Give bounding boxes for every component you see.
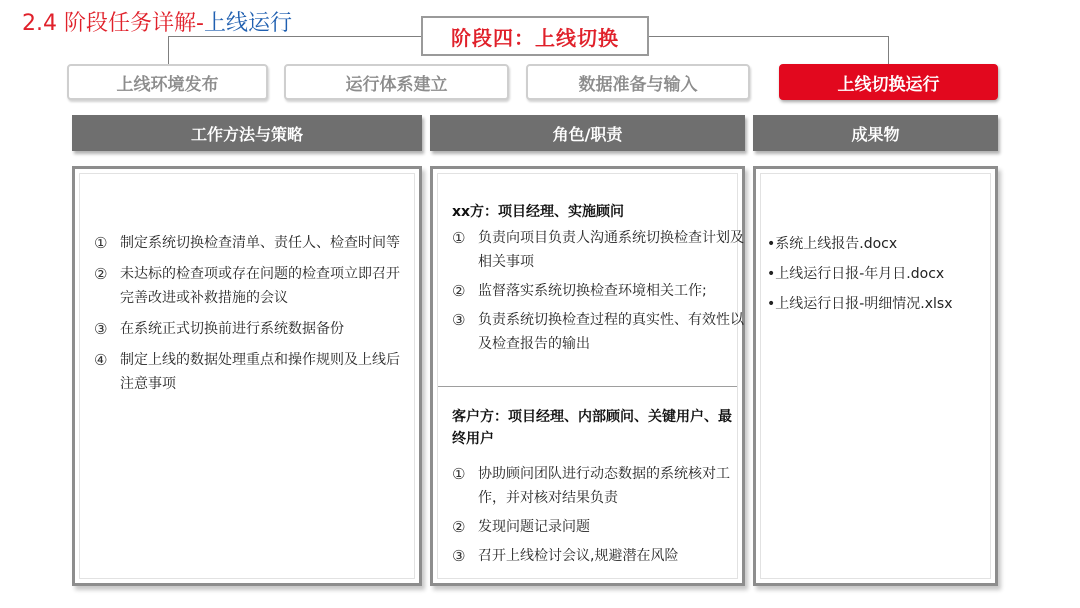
item-number: ③ [452, 547, 466, 565]
list-item [452, 515, 748, 539]
role-group-title: 客户方：项目经理、内部顾问、关键用户、最终用户 [452, 409, 732, 447]
step-cutover-run-active[interactable]: 上线切换运行 [779, 64, 998, 100]
panel-deliverables-inner [760, 173, 991, 579]
page-title-prefix: 2.4 阶段任务详解 [22, 11, 196, 36]
item-number: ① [452, 465, 466, 483]
role-duties-list [452, 226, 748, 356]
item-number: ① [452, 229, 466, 247]
step-launch-env-release[interactable]: 上线环境发布 [67, 64, 268, 100]
item-text: 发现问题记录问题 [478, 519, 590, 535]
item-number: ③ [94, 320, 108, 338]
role-group-title: xx方：项目经理、实施顾问 [452, 204, 625, 220]
item-text: 负责系统切换检查过程的真实性、有效性以及检查报告的输出 [478, 312, 744, 352]
deliverable-item: •上线运行日报-明细情况.xlsx [767, 296, 953, 312]
panel-methods [72, 166, 422, 586]
connector-left-drop [168, 36, 169, 64]
page-title-separator: - [195, 11, 204, 36]
list-item [452, 279, 748, 303]
list-item [94, 317, 408, 341]
item-text: 在系统正式切换前进行系统数据备份 [120, 321, 344, 337]
connector-right-drop [888, 36, 889, 64]
role-group-vendor [452, 201, 748, 361]
item-number: ① [94, 234, 108, 252]
role-duties-list [452, 462, 748, 568]
item-number: ② [94, 265, 108, 283]
item-number: ② [452, 518, 466, 536]
item-number: ④ [94, 351, 108, 369]
column-header-roles: 角色/职责 [430, 115, 745, 151]
deliverable-item: •上线运行日报-年月日.docx [767, 266, 945, 282]
step-data-prep-input[interactable]: 数据准备与输入 [526, 64, 750, 100]
role-group-client [452, 406, 748, 573]
list-item [94, 262, 408, 310]
item-text: 未达标的检查项或存在问题的检查项立即召开完善改进或补救措施的会议 [120, 266, 400, 306]
column-header-methods: 工作方法与策略 [72, 115, 422, 151]
deliverable-item: •系统上线报告.docx [767, 236, 898, 252]
page-title-suffix: 上线运行 [203, 11, 292, 36]
column-header-deliverables: 成果物 [753, 115, 998, 151]
item-text: 召开上线检讨会议,规避潜在风险 [478, 548, 679, 564]
list-item [94, 231, 408, 255]
list-item [452, 226, 748, 274]
item-text: 制定系统切换检查清单、责任人、检查时间等 [120, 235, 400, 251]
item-text: 协助顾问团队进行动态数据的系统核对工作，并对核对结果负责 [478, 466, 730, 506]
panel-roles-inner [437, 173, 744, 579]
item-text: 监督落实系统切换检查环境相关工作; [478, 283, 707, 299]
deliverables-list [767, 232, 999, 322]
role-divider [438, 386, 737, 387]
item-text: 负责向项目负责人沟通系统切换检查计划及相关事项 [478, 230, 744, 270]
item-number: ③ [452, 311, 466, 329]
methods-list [94, 231, 408, 403]
list-item [452, 544, 748, 568]
phase-title-box: 阶段四：上线切换 [421, 16, 649, 56]
item-text: 制定上线的数据处理重点和操作规则及上线后注意事项 [120, 352, 400, 392]
panel-roles [430, 166, 745, 586]
list-item [452, 462, 748, 510]
panel-methods-inner [79, 173, 415, 579]
list-item [94, 348, 408, 396]
list-item [452, 308, 748, 356]
page-title [22, 6, 292, 37]
panel-deliverables [753, 166, 998, 586]
step-operation-system-setup[interactable]: 运行体系建立 [284, 64, 509, 100]
item-number: ② [452, 282, 466, 300]
